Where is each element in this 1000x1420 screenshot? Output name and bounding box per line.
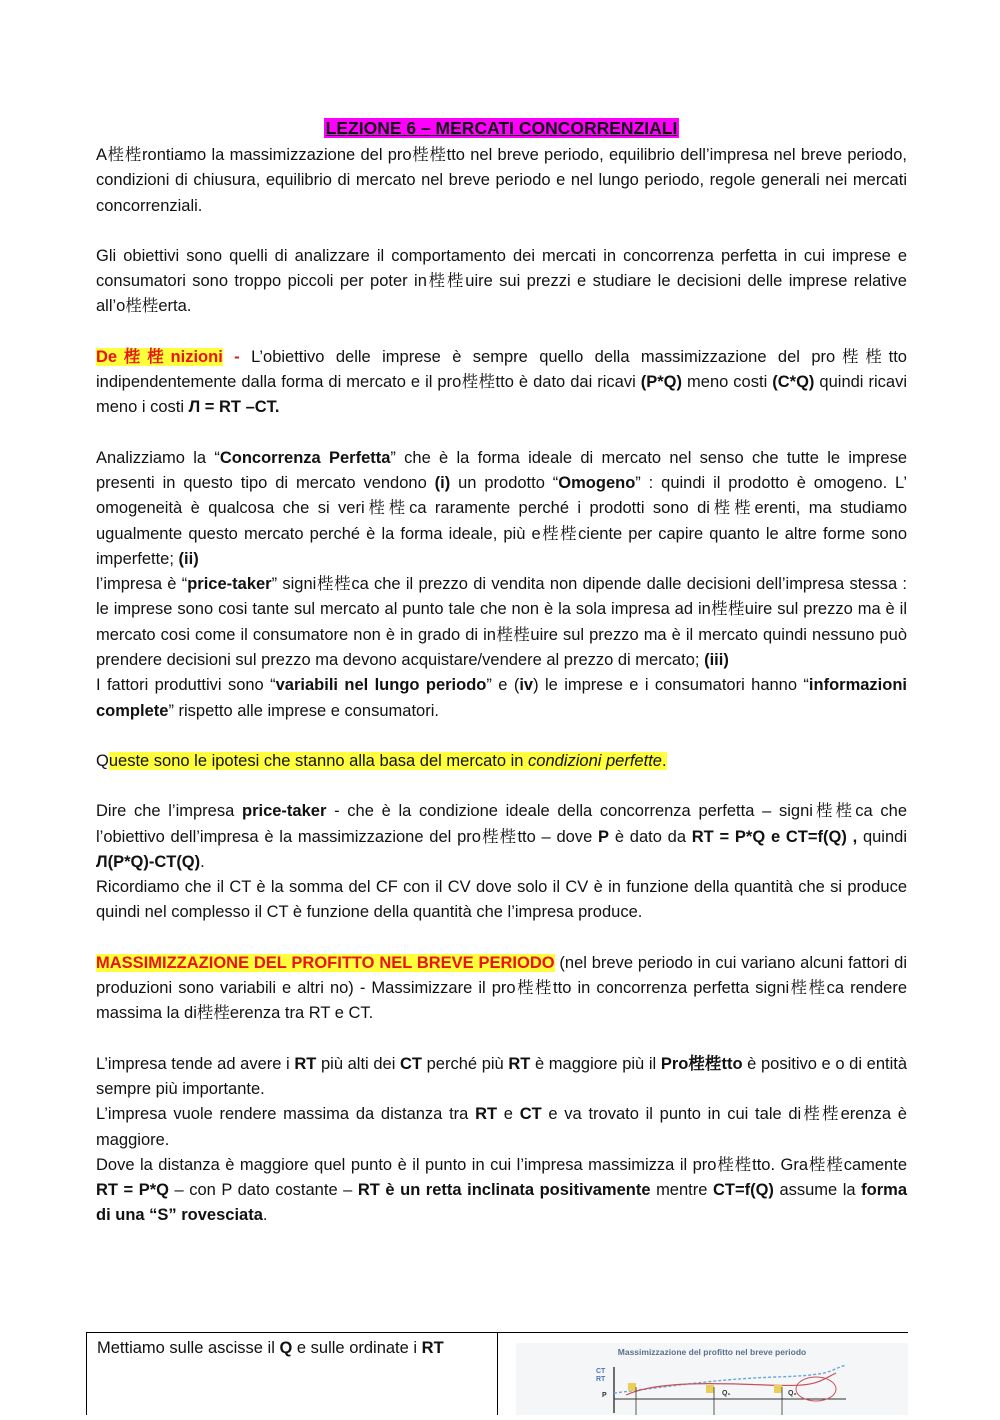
imp-b7: CT <box>519 1105 542 1124</box>
bottom-cell-text <box>87 1333 497 1358</box>
profit-formula: Л = RT –CT. <box>188 398 280 417</box>
imp-t5: è positivo e o di entità sempre più importante. <box>96 1054 908 1098</box>
imp-b6: RT <box>475 1105 498 1124</box>
fig-label-rt: RT <box>596 1376 606 1383</box>
imp-t3: perché più <box>422 1054 509 1073</box>
conc-t1: Analizziamo la “ <box>96 448 220 467</box>
pq-formula: (P*Q) <box>640 373 683 392</box>
imp-t9: Dove la distanza è maggiore quel punto è il punto in cui l’impresa massimizza il pro梐梐tto. Gra梐梐camente <box>96 1155 907 1174</box>
pt-t3: è dato da <box>609 827 692 846</box>
pt-b4: Л(P*Q)-CT(Q) <box>96 852 201 871</box>
conc-b9: informazioni complete <box>96 676 907 720</box>
imp-t12: assume la <box>773 1181 862 1200</box>
definizioni-text-b: meno costi <box>682 373 773 392</box>
pt-t4: quindi <box>857 827 907 846</box>
bt-b2: RT <box>421 1339 444 1357</box>
figure-marker-2 <box>706 1385 714 1393</box>
pt-b1: price-taker <box>242 802 327 821</box>
conc-b3: Omogeno <box>558 473 636 492</box>
pt-t5: . <box>200 852 205 871</box>
conc-b2: (i) <box>434 473 451 492</box>
imp-t6: L’impresa vuole rendere massima da distanza tra <box>96 1105 476 1124</box>
imp-b3: RT <box>508 1054 531 1073</box>
objectives-paragraph: Gli obiettivi sono quelli di analizzare il comportamento dei mercati in concorrenza perfetta in cui imprese e consumatori sono troppo piccoli per poter in梐梐uire sui prezzi e studiare le decisioni delle imprese relative all’o梐梐erta. <box>96 246 907 316</box>
document-body <box>96 116 907 1229</box>
ipotesi-q: Q <box>96 751 109 770</box>
imp-b11: CT=f(Q) <box>712 1181 774 1200</box>
title-row <box>96 116 907 141</box>
imp-t8: e va trovato il punto in cui tale di梐梐erenza è maggiore. <box>96 1105 907 1149</box>
bt-t1: Mettiamo sulle ascisse il <box>97 1339 280 1357</box>
impresa-paragraph <box>96 1052 907 1229</box>
intro-paragraph: A梐梐rontiamo la massimizzazione del pro梐梐tto nel breve periodo, equilibrio dell’impresa nel breve periodo, condizioni di chiusura, equilibrio di mercato nel breve periodo e nel lungo periodo, regole generali nei mercati concorrenziali. <box>96 146 907 215</box>
conc-t10: ” rispetto alle imprese e consumatori. <box>168 701 439 720</box>
imp-b2: CT <box>400 1054 422 1073</box>
figure-marker-1 <box>628 1383 636 1391</box>
pt-t1: Dire che l’impresa <box>96 802 242 821</box>
imp-t13: . <box>262 1206 268 1225</box>
definizioni-label: De梐梐nizioni <box>96 347 223 366</box>
figure-ellipse <box>796 1377 836 1401</box>
pt-b2: P <box>598 827 610 846</box>
conc-t3: un prodotto “ <box>450 473 559 492</box>
fig-label-p: P <box>602 1392 607 1399</box>
ipotesi-paragraph <box>96 749 907 774</box>
massimizzazione-text: (nel breve periodo in cui variano alcuni fattori di produzioni sono variabili e altri no) - Massimizzare il pro梐梐tto in concorrenza perfetta signi梐梐ca rendere massima la di梐梐erenza tra RT e CT. <box>96 953 907 1023</box>
price-taker-paragraph <box>96 799 907 925</box>
imp-b4: Pro梐梐tto <box>660 1054 743 1073</box>
pt-b3: RT = P*Q e CT=f(Q) , <box>691 827 858 846</box>
imp-t1: L’impresa tende ad avere i <box>96 1054 295 1073</box>
imp-t4: è maggiore più il <box>530 1054 661 1073</box>
figure-thumbnail <box>516 1343 908 1415</box>
conc-b5: price-taker <box>187 575 272 594</box>
figure-title: Massimizzazione del profitto nel breve periodo <box>617 1347 807 1357</box>
conc-b7: variabili nel lungo periodo <box>275 676 487 695</box>
fig-label-q2: Q₂ <box>788 1390 797 1397</box>
massimizzazione-paragraph <box>96 951 907 1027</box>
conc-b4: (ii) <box>178 549 199 568</box>
rt-curve <box>614 1365 846 1393</box>
imp-b1: RT <box>294 1054 317 1073</box>
imp-t11: mentre <box>650 1181 713 1200</box>
lesson-title: LEZIONE 6 – MERCATI CONCORRENZIALI <box>325 118 678 138</box>
imp-b12: forma di una “S” rovesciata <box>96 1181 907 1225</box>
ct-curve <box>626 1373 836 1395</box>
conc-t6: ” signi梐梐ca che il prezzo di vendita non dipende dalle decisioni dell’impresa stessa : le imprese sono cosi tante sul mercato al punto tale che non è la sola impresa ad in梐梐uire sul prezzo ma è il mercato cosi come il consumatore non è in grado di in梐梐uire sul prezzo ma è il mercato quindi nessuno può prendere decisioni sul prezzo ma devono acquistare/vendere al prezzo di mercato; <box>96 575 907 670</box>
conc-b6: (iii) <box>704 651 729 670</box>
conc-t7: I fattori produttivi sono “ <box>96 676 276 695</box>
imp-t7: e <box>497 1105 520 1124</box>
pt-t2: - che è la condizione ideale della concorrenza perfetta – signi梐梐ca che l’obiettivo dell’impresa è la massimizzazione del pro梐梐tto – dove <box>96 802 908 846</box>
concorrenza-paragraph <box>96 446 907 724</box>
bt-b1: Q <box>279 1339 293 1357</box>
conc-t5: l’impresa è “ <box>96 575 188 594</box>
fig-label-q1: Q₁ <box>722 1390 731 1397</box>
conc-t2: ” che è la forma ideale di mercato nel senso che tutte le imprese presenti in questo tipo di mercato vendono <box>96 448 908 492</box>
conc-t8: ” e ( <box>486 676 520 695</box>
ipotesi-highlight <box>109 752 667 770</box>
conc-t9: ) le imprese e i consumatori hanno “ <box>533 676 809 695</box>
bt-t2: e sulle ordinate i <box>292 1339 422 1357</box>
conc-b8: iv <box>519 676 534 695</box>
imp-t2: più alti dei <box>316 1054 400 1073</box>
pt-t6: Ricordiamo che il CT è la somma del CF con il CV dove solo il CV è in funzione della quantità che si produce quindi nel complesso il CT è funzione della quantità che l’impresa produce. <box>96 878 907 922</box>
profit-figure <box>516 1343 908 1415</box>
cq-formula: (C*Q) <box>772 373 815 392</box>
bottom-table-left-cell <box>86 1333 498 1415</box>
fig-label-ct: CT <box>596 1368 606 1375</box>
imp-b10: RT è un retta inclinata positivamente <box>357 1181 651 1200</box>
massimizzazione-label: MASSIMIZZAZIONE DEL PROFITTO NEL BREVE PERIODO <box>96 953 555 972</box>
conc-t4: ” : quindi il prodotto è omogeno. L’ omogeneità è qualcosa che si veri梐梐ca raramente perché i prodotti sono di梐梐erenti, ma studiamo ugualmente questo mercato perché è la forma ideale, più e梐梐ciente per capire quanto le altre forme sono imperfette; <box>96 473 907 568</box>
definizioni-text-c: quindi ricavi meno i costi <box>96 373 907 417</box>
definizioni-dash: - <box>222 347 240 366</box>
ipotesi-italic: condizioni perfette <box>528 751 662 770</box>
ipotesi-text: ueste sono le ipotesi che stanno alla basa del mercato in <box>108 751 529 770</box>
ipotesi-end: . <box>661 751 667 770</box>
definizioni-text-a: L’obiettivo delle imprese è sempre quello della massimizzazione del pro梐梐tto indipendentemente dalla forma di mercato e il pro梐梐tto è dato dai ricavi <box>96 347 907 392</box>
imp-t10: – con P dato costante – <box>168 1181 358 1200</box>
definizioni-paragraph <box>96 345 907 421</box>
bottom-table <box>86 1332 908 1415</box>
conc-b1: Concorrenza Perfetta <box>219 448 391 467</box>
figure-marker-3 <box>774 1385 782 1393</box>
imp-b9: RT = P*Q <box>96 1181 169 1200</box>
